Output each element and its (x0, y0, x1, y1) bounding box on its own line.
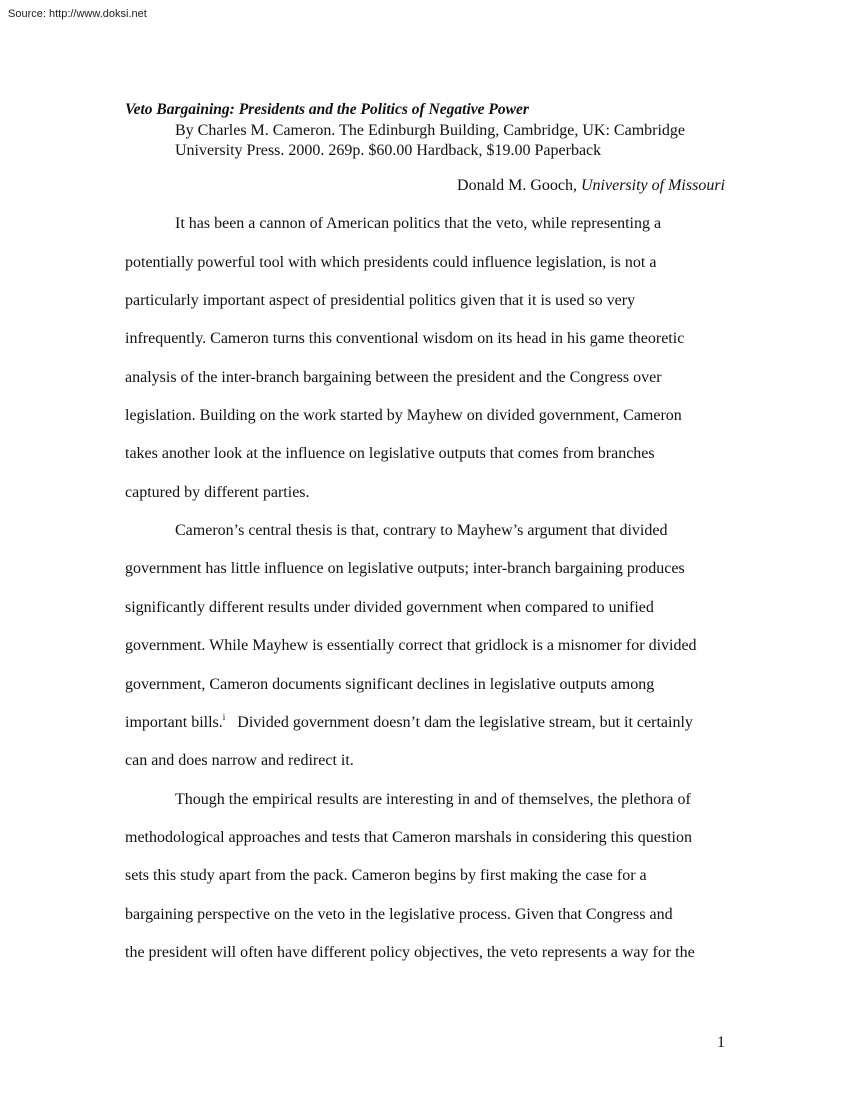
body-line: legislation. Building on the work started by Mayhew on divided government, Cameron (125, 407, 682, 424)
body-line: bargaining perspective on the veto in the legislative process. Given that Congress and (125, 906, 673, 923)
footnote-marker[interactable]: i (222, 712, 226, 722)
review-title: Veto Bargaining: Presidents and the Politics of Negative Power (125, 101, 529, 118)
body-line: infrequently. Cameron turns this conventional wisdom on its head in his game theoretic (125, 330, 685, 347)
body-line: captured by different parties. (125, 484, 310, 501)
citation-line-2: University Press. 2000. 269p. $60.00 Hardback, $19.00 Paperback (175, 141, 602, 159)
reviewer-byline (457, 177, 725, 195)
body-line: It has been a cannon of American politics that the veto, while representing a (175, 215, 662, 232)
source-label: Source: http://www.doksi.net (8, 8, 147, 20)
body-line: potentially powerful tool with which presidents could influence legislation, is not a (125, 254, 657, 271)
body-line: can and does narrow and redirect it. (125, 752, 354, 769)
body-line: Cameron’s central thesis is that, contrary to Mayhew’s argument that divided (175, 522, 668, 539)
body-line: sets this study apart from the pack. Cameron begins by first making the case for a (125, 867, 647, 884)
body-line: significantly different results under divided government when compared to unified (125, 599, 654, 616)
body-line (125, 714, 693, 732)
body-line: government, Cameron documents significant declines in legislative outputs among (125, 676, 655, 693)
body-line: government has little influence on legislative outputs; inter-branch bargaining produces (125, 560, 685, 577)
body-line: methodological approaches and tests that Cameron marshals in considering this question (125, 829, 692, 846)
body-line: analysis of the inter-branch bargaining between the president and the Congress over (125, 369, 662, 386)
body-line-text: important bills. (125, 714, 223, 731)
reviewer-name: Donald M. Gooch, (457, 177, 581, 194)
body-line: takes another look at the influence on legislative outputs that comes from branches (125, 445, 655, 462)
body-line-text: Divided government doesn’t dam the legislative stream, but it certainly (225, 714, 693, 731)
body-line: the president will often have different policy objectives, the veto represents a way for the (125, 944, 695, 961)
book-citation (175, 121, 735, 160)
page-number: 1 (717, 1034, 725, 1051)
body-line: particularly important aspect of presidential politics given that it is used so very (125, 292, 636, 309)
body-line: Though the empirical results are interesting in and of themselves, the plethora of (175, 791, 691, 808)
reviewer-affiliation: University of Missouri (581, 177, 725, 194)
body-line: government. While Mayhew is essentially correct that gridlock is a misnomer for divided (125, 637, 697, 654)
citation-line-1: By Charles M. Cameron. The Edinburgh Building, Cambridge, UK: Cambridge (175, 122, 686, 139)
